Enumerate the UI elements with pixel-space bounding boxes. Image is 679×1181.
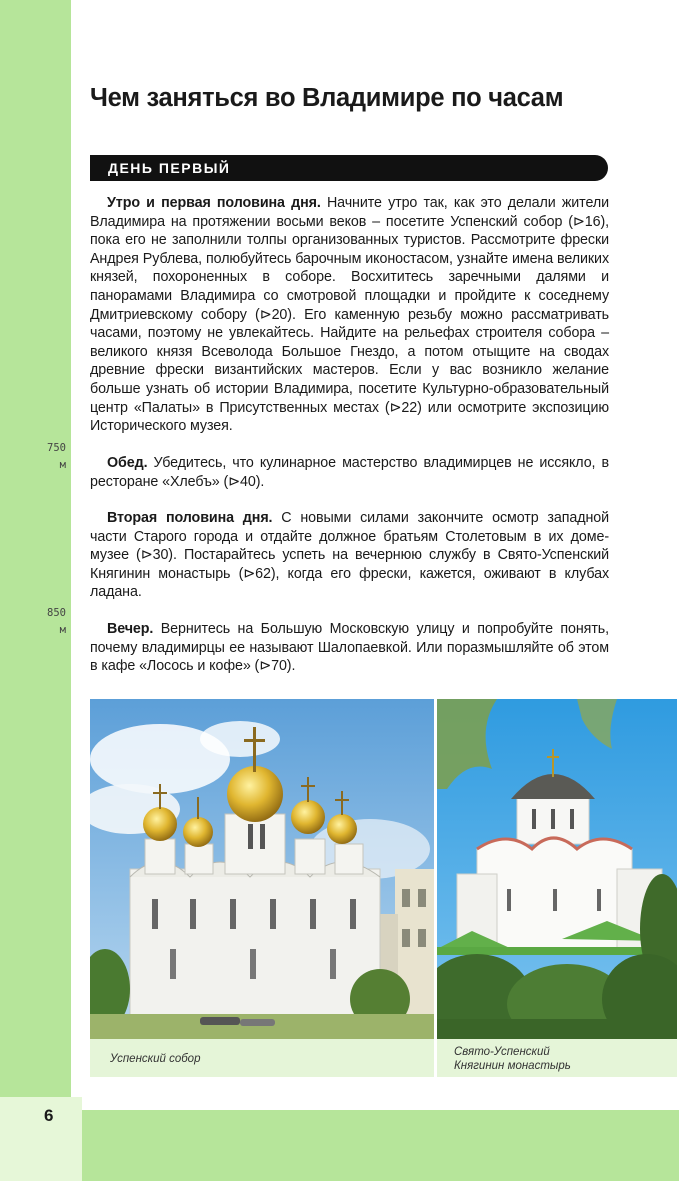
monastery-illustration	[437, 699, 677, 1039]
page-title: Чем заняться во Владимире по часам	[90, 84, 564, 112]
section-text: С новыми силами закончите осмотр западной части Старого города и отдайте должное братьям Столетовым в их доме-музее (⊳30). Постарайтесь успеть на вечернюю службу в Свято-Успенский Княгинин монастырь (⊳62), когда его фрески, кажется, оживают в клубах ладана.	[90, 510, 610, 601]
section-text: Начните утро так, как это делали жители Владимира на протяжении восьми веков – посетите Успенский собор (⊳16), пока его не заполнили толпы организованных туристов. Рассмотрите фрески Андрея Рублева, полюбуйтесь барочным иконостасом, узнайте имена великих князей, похороненных в соборе. Восхититесь заречными далями и панорамами Владимира со смотровой площадки и пройдите к соседнему Дмитриевскому собору (⊳20). Его каменную резьбу можно рассматривать часами, поэтому не увлекайтесь. Найдите на рельефах строителя собора – великого князя Всеволода Большое Гнездо, а потом отыщите на сводах древние фрески византийских мастеров. Если у вас возникло желание больше узнать об истории Владимира, посетите Культурно-образовательный центр «Палаты» в Присутственных местах (⊳22) или осмотрите экспозицию Исторического музея.	[90, 195, 609, 435]
margin-note-unit: м	[59, 459, 66, 471]
page-number-tab	[0, 1097, 82, 1181]
photo-caption-cathedral	[90, 1039, 434, 1077]
photo-assumption-cathedral	[90, 699, 434, 1039]
section-lunch	[90, 454, 609, 491]
caption-text: Успенский собор	[110, 1053, 201, 1065]
section-heading: Вторая половина дня.	[107, 510, 273, 526]
margin-note-value: 750	[47, 442, 66, 454]
caption-text: Свято-Успенский Княгинин монастырь	[454, 1046, 571, 1072]
day-header-label: ДЕНЬ ПЕРВЫЙ	[108, 160, 231, 176]
photo-caption-monastery	[437, 1039, 677, 1077]
section-text: Вернитесь на Большую Московскую улицу и попробуйте понять, почему владимирцы ее называют Шалопаевкой. Или поразмышляйте об этом в кафе «Лосось и кофе» (⊳70).	[90, 621, 609, 675]
day-header-bar	[90, 155, 608, 181]
left-margin-band	[0, 0, 71, 1100]
section-morning	[90, 194, 609, 436]
bottom-band	[82, 1110, 679, 1181]
section-heading: Обед.	[107, 455, 148, 471]
section-heading: Утро и первая половина дня.	[107, 195, 321, 211]
margin-note-850	[40, 605, 66, 639]
section-text: Убедитесь, что кулинарное мастерство владимирцев не иссякло, в ресторане «Хлебъ» (⊳40).	[90, 455, 609, 490]
section-evening	[90, 620, 609, 676]
section-heading: Вечер.	[107, 621, 154, 637]
section-afternoon	[90, 509, 609, 602]
margin-note-value: 850	[47, 607, 66, 619]
margin-note-750	[40, 440, 66, 474]
cathedral-illustration	[90, 699, 434, 1039]
margin-note-unit: м	[59, 624, 66, 636]
photo-knyaginin-monastery	[437, 699, 677, 1039]
page-number: 6	[44, 1106, 54, 1125]
